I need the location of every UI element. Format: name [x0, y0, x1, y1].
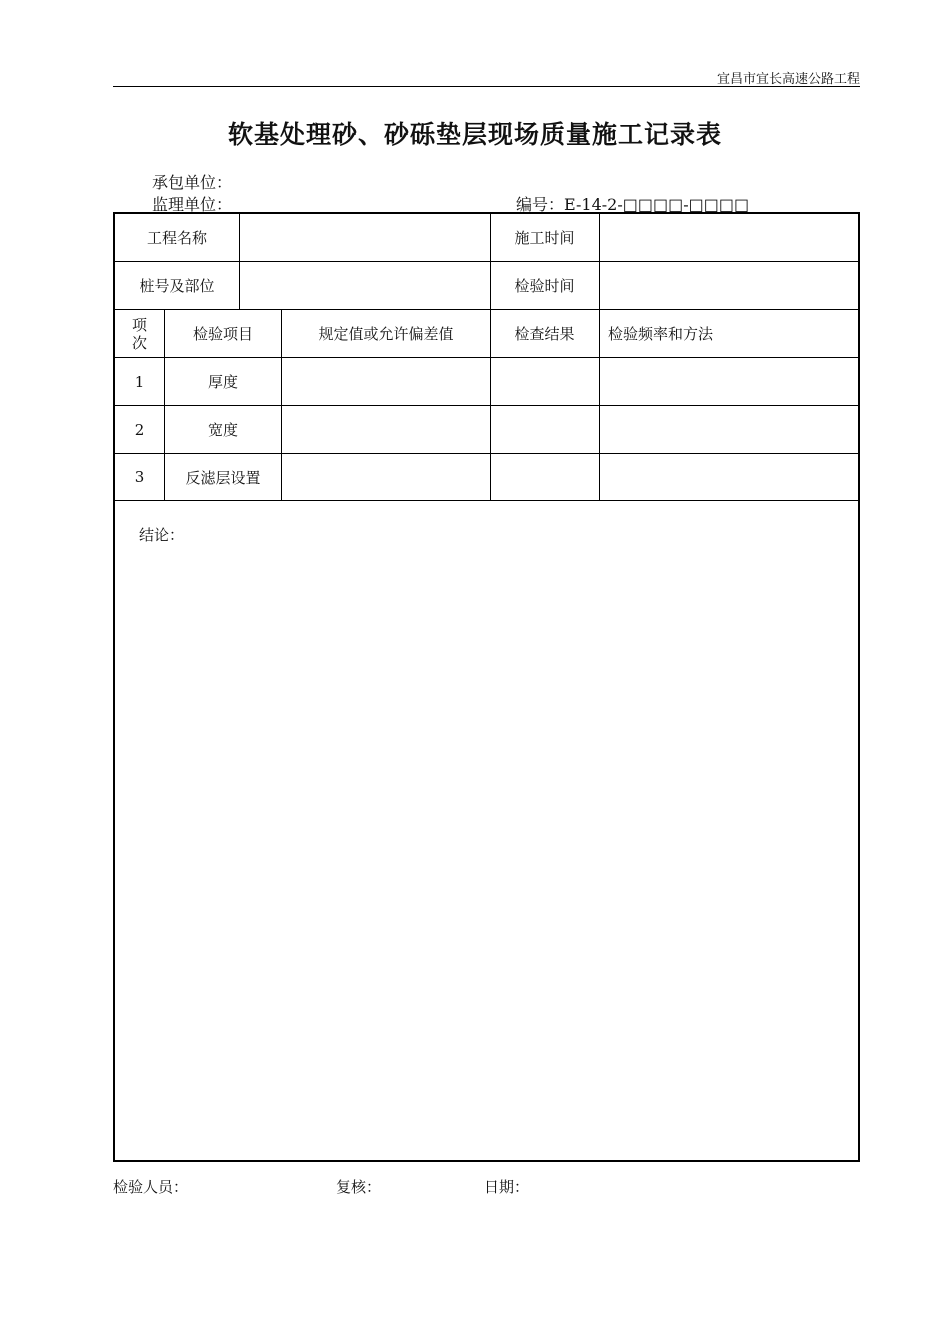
- row-inspection-item: 宽度: [207, 421, 238, 439]
- inspection-time-label: 检验时间: [514, 277, 575, 295]
- column-header-inspection-item: 检验项目: [192, 325, 253, 343]
- result-field[interactable]: [491, 358, 599, 405]
- conclusion-field[interactable]: [115, 501, 858, 1160]
- spec-value-field[interactable]: [282, 358, 490, 405]
- column-header-item-no-text: 项次: [131, 315, 147, 352]
- column-header-spec-value: 规定值或允许偏差值: [318, 325, 454, 343]
- spec-value-field[interactable]: [282, 406, 490, 453]
- row-inspection-item: 厚度: [207, 373, 238, 391]
- form-code-label: 编号：E-14-2-□□□□-□□□□: [516, 195, 750, 214]
- supervisor-label: 监理单位：: [152, 195, 233, 214]
- page-title: 软基处理砂、砂砾垫层现场质量施工记录表: [227, 120, 722, 149]
- project-name-field[interactable]: [240, 214, 490, 261]
- frequency-method-field[interactable]: [600, 406, 858, 453]
- construction-time-field[interactable]: [600, 214, 858, 261]
- construction-time-label: 施工时间: [514, 229, 575, 247]
- result-field[interactable]: [491, 406, 599, 453]
- date-label: 日期：: [484, 1178, 530, 1196]
- column-header-frequency-method: 检验频率和方法: [608, 325, 714, 343]
- row-inspection-item: 反滤层设置: [185, 468, 261, 487]
- column-header-result: 检查结果: [514, 325, 575, 343]
- frequency-method-field[interactable]: [600, 358, 858, 405]
- frequency-method-field[interactable]: [600, 454, 858, 500]
- conclusion-label: 结论：: [139, 526, 185, 544]
- row-number: 3: [134, 468, 145, 486]
- stake-location-label: 桩号及部位: [139, 277, 215, 295]
- contractor-label: 承包单位：: [152, 173, 233, 192]
- inspection-time-field[interactable]: [600, 262, 858, 309]
- record-form-table: [113, 212, 860, 1162]
- spec-value-field[interactable]: [282, 454, 490, 500]
- header-divider: [113, 86, 860, 87]
- inspector-label: 检验人员：: [113, 1178, 189, 1196]
- stake-location-field[interactable]: [240, 262, 490, 309]
- row-number: 2: [134, 420, 145, 439]
- header-project-name: 宜昌市宜长高速公路工程: [716, 72, 860, 87]
- result-field[interactable]: [491, 454, 599, 500]
- column-header-item-no: [115, 310, 164, 357]
- project-name-label: 工程名称: [146, 229, 207, 247]
- row-number: 1: [134, 372, 145, 391]
- review-label: 复核：: [336, 1178, 382, 1196]
